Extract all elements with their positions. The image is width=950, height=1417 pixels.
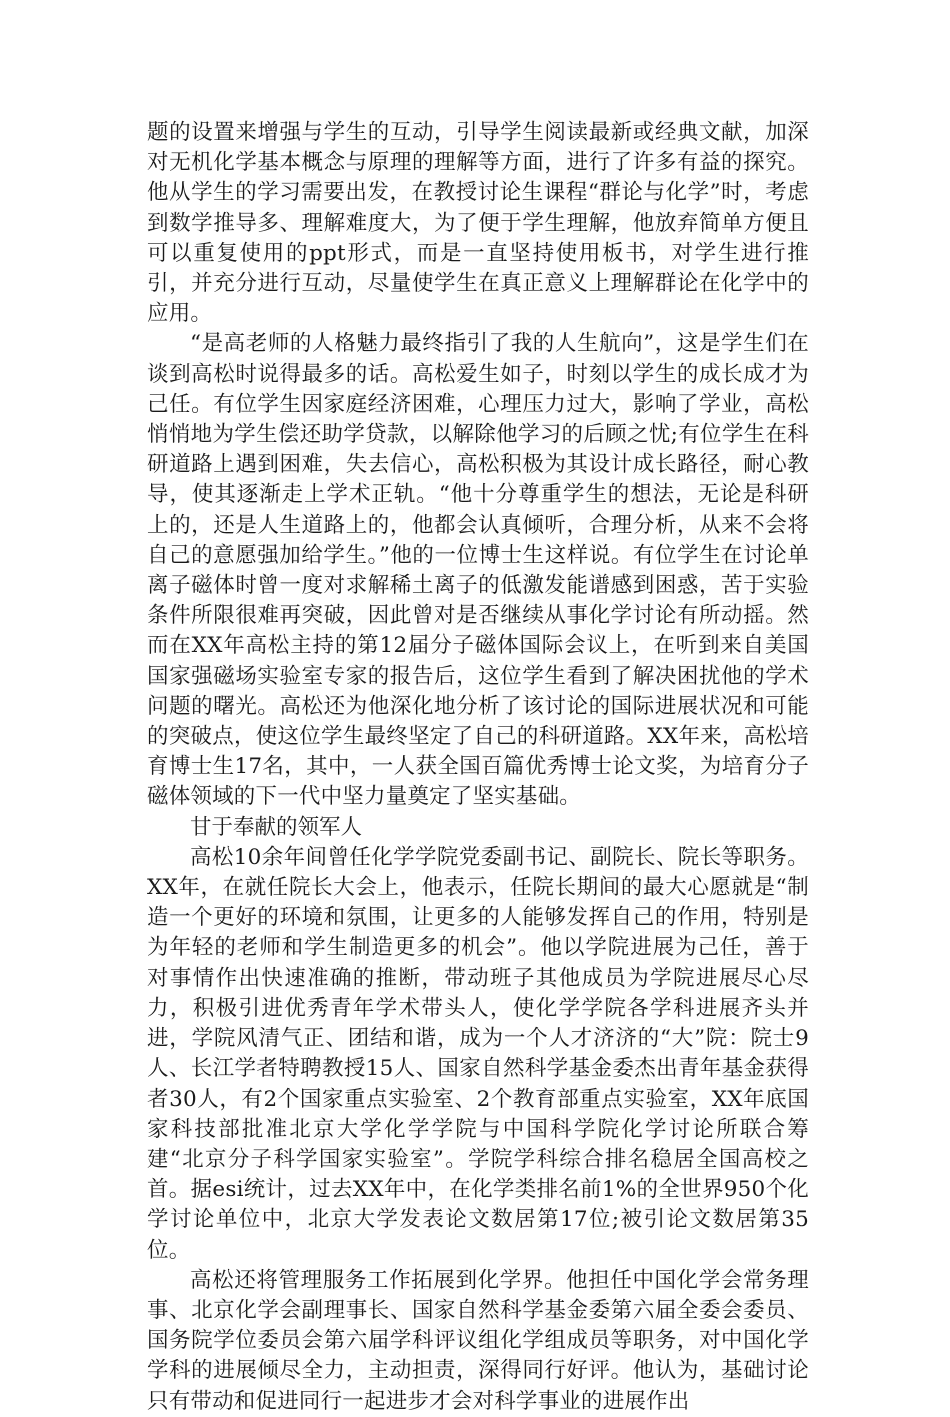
paragraph-2: “是高老师的人格魅力最终指引了我的人生航向”，这是学生们在谈到高松时说得最多的话。高松爱生如子，时刻以学生的成长成才为己任。有位学生因家庭经济困难，心理压力过大，影响了学业，高松悄悄地为学生偿还助学贷款，以解除他学习的后顾之忧;有位学生在科研道路上遇到困难，失去信心，高松积极为其设计成长路径，耐心教导，使其逐渐走上学术正轨。“他十分尊重学生的想法，无论是科研上的，还是人生道路上的，他都会认真倾听，合理分析，从来不会将自己的意愿强加给学生。”他的一位博士生这样说。有位学生在讨论单离子磁体时曾一度对求解稀土离子的低激发能谱感到困惑，苦于实验条件所限很难再突破，因此曾对是否继续从事化学讨论有所动摇。然而在XX年高松主持的第12届分子磁体国际会议上，在听到来自美国国家强磁场实验室专家的报告后，这位学生看到了解决困扰他的学术问题的曙光。高松还为他深化地分析了该讨论的国际进展状况和可能的突破点，使这位学生最终坚定了自己的科研道路。XX年来，高松培育博士生17名，其中，一人获全国百篇优秀博士论文奖，为培育分子磁体领域的下一代中坚力量奠定了坚实基础。 — [147, 331, 809, 810]
paragraph-1: 题的设置来增强与学生的互动，引导学生阅读最新或经典文献，加深对无机化学基本概念与原理的理解等方面，进行了许多有益的探究。他从学生的学习需要出发，在教授讨论生课程“群论与化学”时，考虑到数学推导多、理解难度大，为了便于学生理解，他放弃简单方便且可以重复使用的ppt形式，而是一直坚持使用板书，对学生进行推引，并充分进行互动，尽量使学生在真正意义上理解群论在化学中的应用。 — [147, 120, 809, 327]
paragraph-3: 高松10余年间曾任化学学院党委副书记、副院长、院长等职务。XX年，在就任院长大会上，他表示，任院长期间的最大心愿就是“制造一个更好的环境和氛围，让更多的人能够发挥自己的作用，特别是为年轻的老师和学生制造更多的机会”。他以学院进展为己任，善于对事情作出快速准确的推断，带动班子其他成员为学院进展尽心尽力，积极引进优秀青年学术带头人，使化学学院各学科进展齐头并进，学院风清气正、团结和谐，成为一个人才济济的“大”院：院士9人、长江学者特聘教授15人、国家自然科学基金委杰出青年基金获得者30人，有2个国家重点实验室、2个教育部重点实验室，XX年底国家科技部批准北京大学化学学院与中国科学院化学讨论所联合筹建“北京分子科学国家实验室”。学院学科综合排名稳居全国高校之首。据esi统计，过去XX年中，在化学类排名前1%的全世界950个化学讨论单位中，北京大学发表论文数居第17位;被引论文数居第35位。 — [147, 844, 809, 1263]
document-body — [147, 118, 809, 1417]
section-heading: 甘于奉献的领军人 — [190, 814, 363, 840]
paragraph-4: 高松还将管理服务工作拓展到化学界。他担任中国化学会常务理事、北京化学会副理事长、国家自然科学基金委第六届全委会委员、国务院学位委员会第六届学科评议组化学组成员等职务，对中国化学学科的进展倾尽全力，主动担责，深得同行好评。他认为，基础讨论只有带动和促进同行一起进步才会对科学事业的进展作出 — [147, 1267, 809, 1414]
